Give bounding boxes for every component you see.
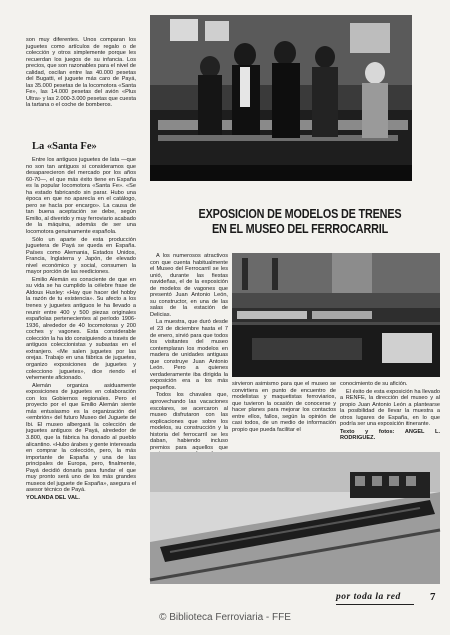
- paragraph: Entre los antiguos juguetes de lata —que no son tan antiguos si consideramos que desaparecieron del mercado por los años 60-70—, el que más éxito tiene en España es la popular locomotora «Santa Fe». «Se ha estado fabricando sin parar. Hubo una época en que no aparecía en el catálogo, pero se hacía por encargo». La causa de tan buena aceptación se debe, según Emilio, al diverido y muy ferroviario acabado de la máquina, además de ser una locomotora genuinamente española.: [26, 157, 136, 236]
- page-number: 7: [430, 591, 436, 603]
- paragraph: son muy diferentes. Unos comparan los juguetes como artículos de regalo o de colección y otros simplemente porque les recuerdan los juegos de su infancia. Los precios, que son razonables para el nivel de calidad, oscilan entre las 40.000 pesetas del Bugatti, el juguete más caro de Payá, las 35.000 pesetas de la locomotora «Santa Fe», las 14.000 pesetas del avión «Plus Ultra» y las 2.000-3.000 pesetas que cuesta la tartana o el coche de bomberos.: [26, 37, 136, 109]
- copyright-notice: © Biblioteca Ferroviaria - FFE: [159, 612, 291, 623]
- paragraph: A los numerosos atractivos con que cuenta habitualmente el Museo del Ferrocarril se les unió, durante las fiestas navideñas, el de la exposición de modelos de vagones que presentó Juan Antonio León, su constructor, en una de las salas de la estación de Delicias.: [150, 253, 228, 318]
- column-2-text: [150, 253, 228, 451]
- column-3-text: [232, 381, 336, 445]
- headline-line-2: EN EL MUSEO DEL FERROCARRIL: [211, 222, 389, 236]
- paragraph: Emilio Alemán es consciente de que en su vida se ha cumplido la célebre frase de Aldous Huxley: «Hay que hacer del hobby la razón de tu existencia». Su afecto a los trenes y juguetes antiguos le ha llevado a reunir entre 400 y 500 piezas originales españolas pertenecientes al período 1906-1936, alrededor de 40 locomotoras y 200 coches y vagones. Esta considerable colección la ha ido consiguiendo a través de antiguos coleccionistas y subastas en el extranjero. «Me salen juguetes por las orejas. Trabajo en una fábrica de juguetes, organizo exposiciones de juguetes y colecciono juguetes», dice riendo el vehemente aficionado.: [26, 276, 136, 382]
- photo-credit: Texto y fotos: ANGEL L. RODRIGUEZ.: [340, 428, 440, 442]
- author-signature: YOLANDA DEL VAL.: [26, 494, 80, 501]
- headline-line-1: EXPOSICION DE MODELOS DE TRENES: [198, 207, 402, 221]
- photo-wooden-train-models: [150, 452, 440, 584]
- paragraph: sirvieron asimismo para que el museo se convirtiera en punto de encuentro de modelistas y maquetistas ferroviarios, que tuvieron la ocasión de conocerse y hacer planes para mejorar los contactos entre ellos, fallos, según la opinión de casi todos, de un medio de información propio que pueda facilitar el: [232, 381, 336, 433]
- column-1-top-text: [26, 37, 136, 137]
- section-logo: por toda la red: [336, 592, 401, 602]
- paragraph: Alemán organiza asiduamente exposiciones de juguetes en colaboración con los Gobiernos regionales. Pero el proyecto por el que Emilio Alemán siente más entusiasmo es la organización del «embrión» del futuro Museo del Juguete de Ibi. El museo albergará la colección de juguetes antiguos de Payá, alrededor de 3.800, que la fábrica ha donado al pueblo alicantino. «Hubo árabes y gente interesada en comprar la colección, pero, la más importante de España y una de las principales de Europa, pero, finalmente, Payá decidió donarla para fundar el que muy pronto será uno de los más grandes museos del juguete de España», asegura el asesor técnico de Payá.: [26, 382, 136, 494]
- column-1-bottom-text: [26, 157, 136, 577]
- article-headline: [171, 207, 429, 237]
- caption-continuation: conocimiento de su afición.: [340, 381, 408, 387]
- section-logo-underline: [336, 604, 414, 605]
- column-4-text: [340, 381, 440, 445]
- paragraph: La muestra, que duró desde el 23 de diciembre hasta el 7 de enero, sirvió para que todos los visitantes del museo contemplaran los modelos en madera de unidades antiguas que construye Juan Antonio León. Pero a quienes verdaderamente iba dirigida la exposición era a los más pequeños.: [150, 319, 228, 391]
- paragraph: Todos los chavales que, aprovechando las vacaciones escolares, se acercaron al museo disfrutaron con las explicaciones que sobre los modelos, su construcción y la historia del ferrocarril se les daban, habiendo incluso premios para aquellos que: [150, 392, 228, 451]
- subheading: La «Santa Fe»: [32, 141, 97, 152]
- photo-visitors-exhibition: [150, 15, 412, 181]
- paragraph: El éxito de esta exposición ha llevado a RENFE, la dirección del museo y al propio Juan Antonio León a plantearse la posibilidad de llevar la muestra a otros lugares de España, en lo que podría ser una exposición itinerante.: [340, 388, 440, 428]
- photo-model-trains-display: [232, 253, 440, 377]
- paragraph: Sólo un aparte de esta producción juguetera de Payá se queda en España. Países como Alemania, Estados Unidos, Francia, Inglaterra y Japón, de elevado nivel económico y social, consumen la mayor porción de las reediciones.: [26, 236, 136, 276]
